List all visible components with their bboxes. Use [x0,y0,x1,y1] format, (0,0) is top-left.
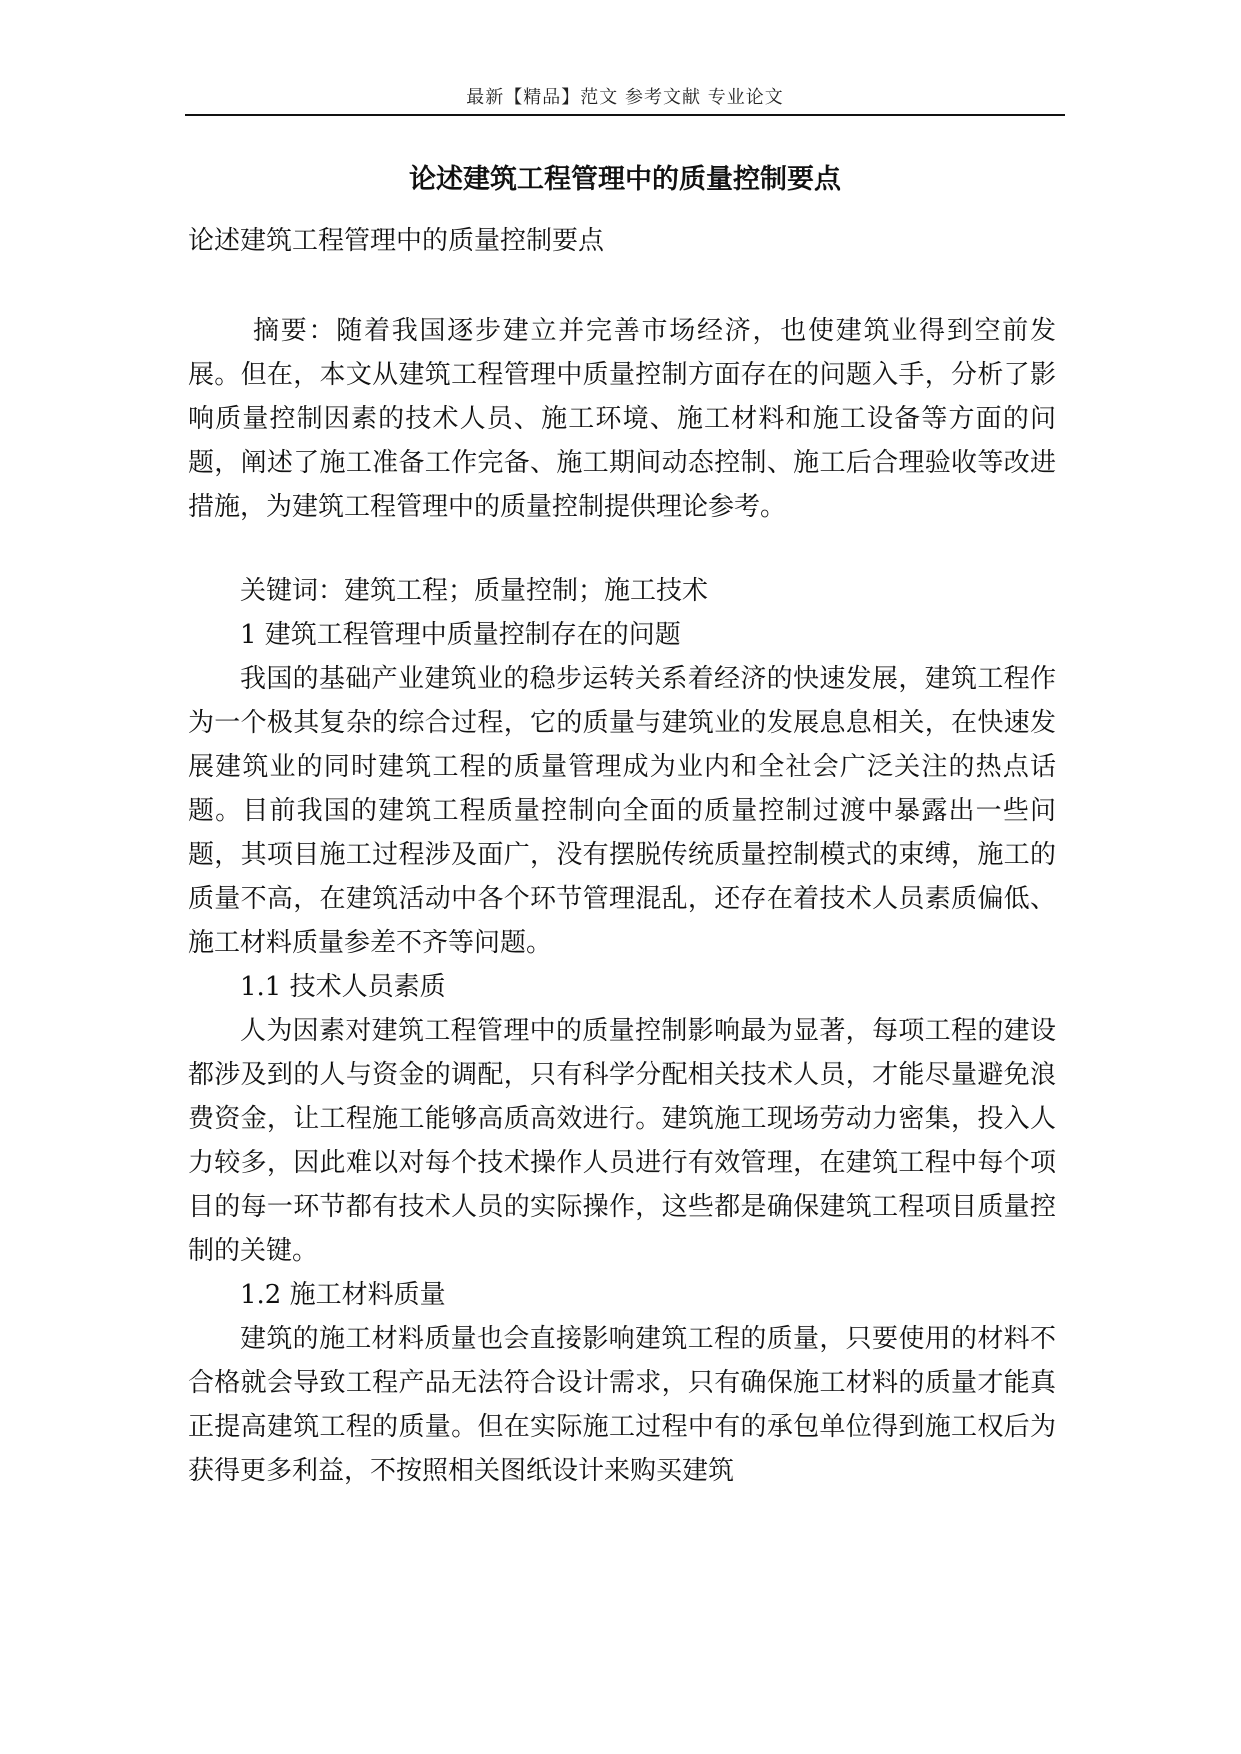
section-1-paragraph: 我国的基础产业建筑业的稳步运转关系着经济的快速发展，建筑工程作为一个极其复杂的综合过程，它的质量与建筑业的发展息息相关，在快速发展建筑业的同时建筑工程的质量管理成为业内和全社会广泛关注的热点话题。目前我国的建筑工程质量控制向全面的质量控制过渡中暴露出一些问题，其项目施工过程涉及面广，没有摆脱传统质量控制模式的束缚，施工的质量不高，在建筑活动中各个环节管理混乱，还存在着技术人员素质偏低、施工材料质量参差不齐等问题。 [188,664,1056,958]
document-body [188,219,1056,1493]
abstract-paragraph: 摘要：随着我国逐步建立并完善市场经济，也使建筑业得到空前发展。但在，本文从建筑工程管理中质量控制方面存在的问题入手，分析了影响质量控制因素的技术人员、施工环境、施工材料和施工设备等方面的问题，阐述了施工准备工作完备、施工期间动态控制、施工后合理验收等改进措施，为建筑工程管理中的质量控制提供理论参考。 [188,316,1056,522]
section-1-2-heading: 1.2 施工材料质量 [240,1280,446,1310]
document-subtitle: 论述建筑工程管理中的质量控制要点 [188,226,605,256]
running-header: 最新【精品】范文 参考文献 专业论文 [466,87,784,108]
blank-line [188,529,1056,569]
section-1-2-paragraph: 建筑的施工材料质量也会直接影响建筑工程的质量，只要使用的材料不合格就会导致工程产品无法符合设计需求，只有确保施工材料的质量才能真正提高建筑工程的质量。但在实际施工过程中有的承包单位得到施工权后为获得更多利益，不按照相关图纸设计来购买建筑 [188,1324,1056,1486]
document-title: 论述建筑工程管理中的质量控制要点 [409,164,841,195]
section-1-1-heading: 1.1 技术人员素质 [240,972,446,1002]
keywords-line: 关键词：建筑工程；质量控制；施工技术 [240,576,709,606]
blank-line [188,263,1056,309]
section-1-1-paragraph: 人为因素对建筑工程管理中的质量控制影响最为显著，每项工程的建设都涉及到的人与资金的调配，只有科学分配相关技术人员，才能尽量避免浪费资金，让工程施工能够高质高效进行。建筑施工现场劳动力密集，投入人力较多，因此难以对每个技术操作人员进行有效管理，在建筑工程中每个项目的每一环节都有技术人员的实际操作，这些都是确保建筑工程项目质量控制的关键。 [188,1016,1056,1266]
header-rule [185,114,1065,116]
section-1-heading: 1 建筑工程管理中质量控制存在的问题 [240,620,681,650]
